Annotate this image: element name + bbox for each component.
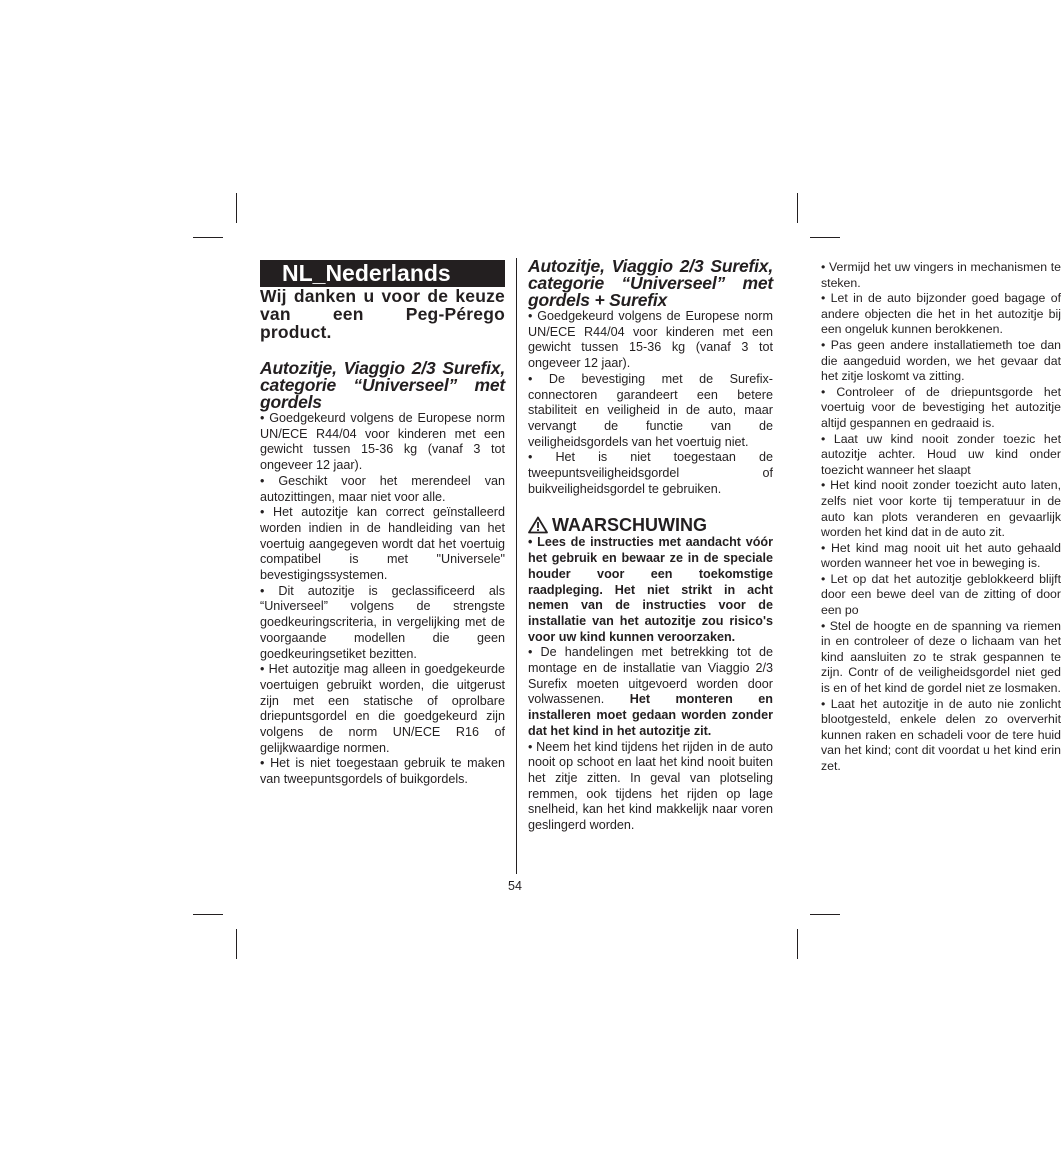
- paragraph: [528, 645, 773, 739]
- paragraph: • Vermijd het uw vingers in mechanismen te steken.: [821, 260, 1061, 290]
- column-3: [821, 260, 1061, 775]
- paragraph: • Dit autozitje is geclassificeerd als “Universeel” volgens de strengste goedkeuringscriteria, in vergelijking met de voorgaande modellen die geen goedkeuringsetiket bezitten.: [260, 583, 505, 661]
- paragraph: • Geschikt voor het merendeel van autozittingen, maar niet voor alle.: [260, 473, 505, 504]
- paragraph: • Laat het autozitje in de auto nie zonlicht blootgesteld, enkele delen zo oververhit kunnen raken en schadeli voor de tere huid van het kind; cont dit voordat u het kind erin zet.: [821, 696, 1061, 773]
- language-title: NL_Nederlands: [260, 260, 505, 287]
- warning-heading: [528, 515, 773, 535]
- crop-mark: [810, 237, 840, 238]
- page-number: 54: [508, 879, 522, 893]
- paragraph: • Het is niet toegestaan gebruik te maken van tweepuntsgordels of buikgordels.: [260, 756, 505, 787]
- crop-mark: [193, 914, 223, 915]
- thanks-heading: Wij danken u voor de keuze van een Peg-Pérego product.: [260, 286, 505, 342]
- crop-mark: [236, 929, 237, 959]
- paragraph: • Het kind nooit zonder toezicht auto laten, zelfs niet voor korte tij temperatuur in de auto kan plots veranderen en gevaarlijk worden het kind dat in de auto zit.: [821, 478, 1061, 540]
- warning-paragraph: [528, 535, 773, 645]
- warning-bold-text: • Lees de instructies met aandacht vóór het gebruik en bewaar ze in de speciale houder voor een toekomstige raadpleging. Het niet strikt in acht nemen van de instructies voor de installatie van het autozitje zou risico's voor uw kind kunnen veroorzaken.: [528, 535, 773, 644]
- paragraph: • De bevestiging met de Surefix-connectoren garandeert een betere stabiliteit en veiligheid in de auto, maar vervangt de functie van de veiligheidsgordels van het voertuig niet.: [528, 371, 773, 449]
- mount-text: • De handelingen met betrekking tot de montage en de installatie van Viaggio 2/3 Surefix moeten uitgevoerd worden door volwassenen.: [528, 645, 773, 707]
- column-1: [260, 258, 505, 788]
- warning-title: WAARSCHUWING: [552, 515, 707, 536]
- paragraph: • Let op dat het autozitje geblokkeerd blijft door een bewe deel van de zitting of door een po: [821, 571, 1061, 618]
- paragraph: • Het kind mag nooit uit het auto gehaald worden wanneer het voe in beweging is.: [821, 540, 1061, 571]
- paragraph: • Het autozitje kan correct geïnstalleerd worden indien in de handleiding van het voertuig aangegeven wordt dat het voertuig compatibel is met "Universele" bevestigingssystemen.: [260, 505, 505, 583]
- paragraph: • Goedgekeurd volgens de Europese norm UN/ECE R44/04 voor kinderen met een gewicht tussen 15-36 kg (vanaf 3 tot ongeveer 12 jaar).: [528, 309, 773, 371]
- crop-mark: [193, 237, 223, 238]
- paragraph: • Stel de hoogte en de spanning va riemen in en controleer of deze o lichaam van het kind aansluiten zo te strak gespannen te zijn. Contr of de veiligheidsgordel niet ged is en of het kind de gordel niet ze losmaken.: [821, 618, 1061, 696]
- warning-triangle-icon: [528, 516, 548, 534]
- paragraph: • Het is niet toegestaan de tweepuntsveiligheidsgordel of buikveiligheidsgordel te gebruiken.: [528, 450, 773, 496]
- paragraph: • Het autozitje mag alleen in goedgekeurde voertuigen gebruikt worden, die uitgerust zijn met een statische of oprolbare driepuntsgordel en die goedgekeurd zijn volgens de norm UN/ECE R16 of gelijkwaardige normen.: [260, 662, 505, 755]
- crop-mark: [810, 914, 840, 915]
- column-separator: [516, 258, 517, 874]
- section-title-surefix: Autozitje, Viaggio 2/3 Surefix, categorie “Universeel” met gordels + Surefix: [528, 256, 773, 310]
- paragraph: • Neem het kind tijdens het rijden in de auto nooit op schoot en laat het kind nooit buiten het zitje zitten. In geval van plotseling remmen, ook tijdens het rijden op lage snelheid, kan het kind makkelijk naar voren geslingerd worden.: [528, 739, 773, 833]
- crop-mark: [797, 929, 798, 959]
- crop-mark: [797, 193, 798, 223]
- crop-mark: [236, 193, 237, 223]
- paragraph: • Controleer of de driepuntsgorde het voertuig voor de bevestiging het autozitje altijd gespannen en gedraaid is.: [821, 384, 1061, 430]
- paragraph: • Pas geen andere installatiemeth toe dan die aangeduid worden, we het gevaar dat het zitje loskomt va zitting.: [821, 337, 1061, 384]
- mount-bold-text: Het monteren en installeren moet gedaan worden zonder dat het kind in het autozitje zit.: [528, 692, 773, 738]
- paragraph: • Goedgekeurd volgens de Europese norm UN/ECE R44/04 voor kinderen met een gewicht tussen 15-36 kg (vanaf 3 tot ongeveer 12 jaar).: [260, 411, 505, 473]
- paragraph: • Let in de auto bijzonder goed bagage of andere objecten die het in het autozitje bij een ongeluk kunnen berokkenen.: [821, 291, 1061, 337]
- paragraph: • Laat uw kind nooit zonder toezic het autozitje achter. Houd uw kind onder toezicht wanneer het slaapt: [821, 431, 1061, 477]
- section-title-universal: Autozitje, Viaggio 2/3 Surefix, categorie “Universeel” met gordels: [260, 358, 505, 412]
- column-2: [528, 258, 773, 834]
